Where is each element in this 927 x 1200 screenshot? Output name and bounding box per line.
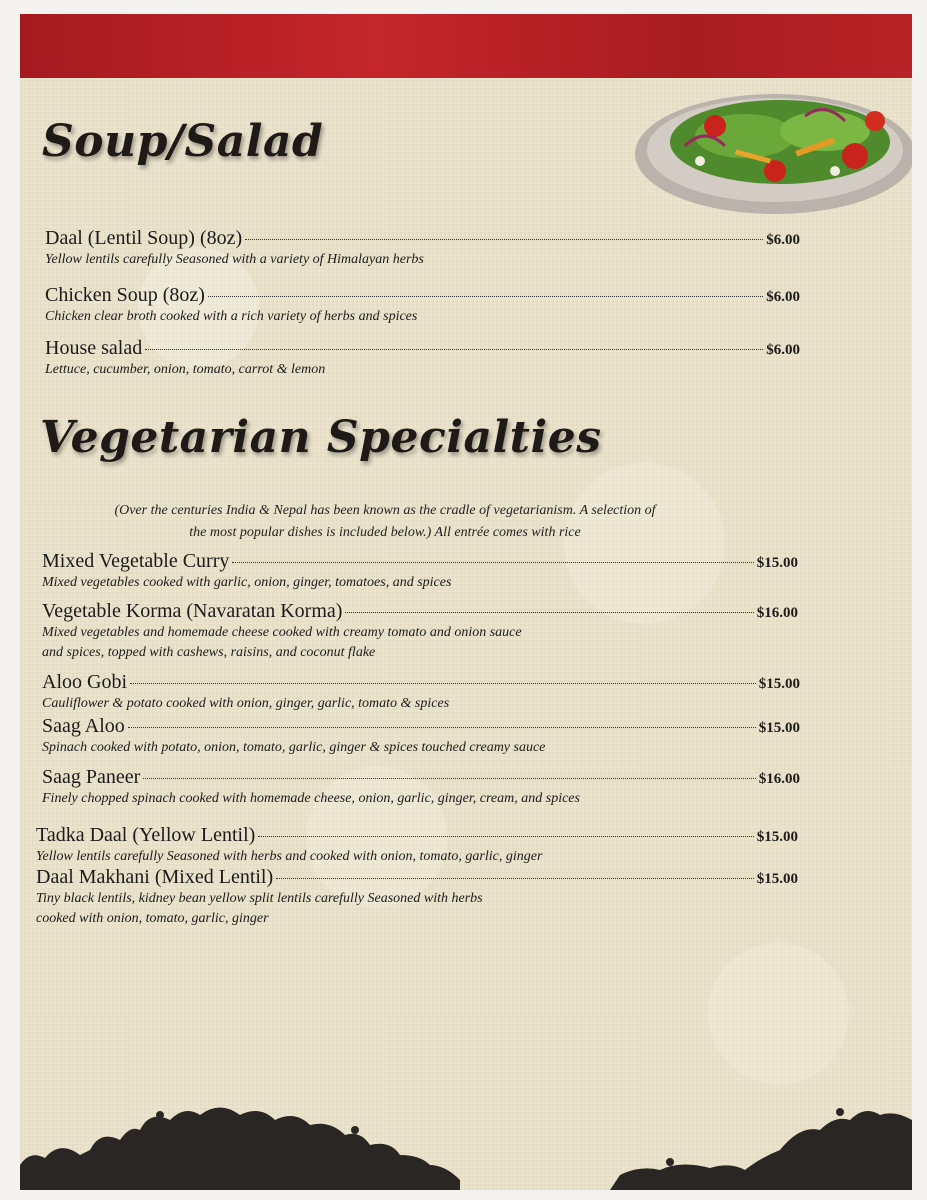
item-description: and spices, topped with cashews, raisins, and coconut flake [42,645,376,660]
item-name: Aloo Gobi [42,671,127,693]
dot-leader [128,727,756,728]
menu-item [45,284,800,327]
item-name: Mixed Vegetable Curry [42,550,230,572]
item-price: $15.00 [758,720,800,736]
item-name: Vegetable Korma (Navaratan Korma) [42,600,343,622]
item-price: $6.00 [766,232,800,248]
item-description: Yellow lentils carefully Seasoned with herbs and cooked with onion, tomato, garlic, ginger [36,849,543,864]
item-description: Tiny black lentils, kidney bean yellow split lentils carefully Seasoned with herbs [36,891,483,906]
salad-plate-photo [625,76,912,221]
menu-item [42,550,798,593]
bush-silhouette [20,1070,912,1190]
intro-line: (Over the centuries India & Nepal has been known as the cradle of vegetarianism. A selection of [114,503,656,518]
item-description: cooked with onion, tomato, garlic, ginger [36,911,269,926]
menu-item [42,671,800,714]
vegetarian-title: Vegetarian Specialties [40,412,602,463]
item-description: Lettuce, cucumber, onion, tomato, carrot & lemon [45,362,326,377]
item-price: $6.00 [766,342,800,358]
soup-salad-title: Soup/Salad [42,116,324,167]
menu-page [20,14,912,1190]
item-name: Daal Makhani (Mixed Lentil) [36,866,274,888]
dot-leader [143,778,755,779]
item-description: Mixed vegetables and homemade cheese cooked with creamy tomato and onion sauce [42,625,522,640]
item-name: Daal (Lentil Soup) (8oz) [45,227,243,249]
item-price: $15.00 [756,871,798,887]
item-name: Saag Paneer [42,766,141,788]
item-name: House salad [45,337,143,359]
dot-leader [245,239,763,240]
item-price: $15.00 [756,829,798,845]
item-price: $16.00 [756,605,798,621]
item-price: $6.00 [766,289,800,305]
dot-leader [208,296,763,297]
item-name: Tadka Daal (Yellow Lentil) [36,824,256,846]
red-banner [20,14,912,78]
dot-leader [145,349,763,350]
item-description: Spinach cooked with potato, onion, tomato, garlic, ginger & spices touched creamy sauce [42,740,546,755]
menu-item [42,600,798,663]
menu-item [36,866,798,929]
dot-leader [232,562,753,563]
item-description: Yellow lentils carefully Seasoned with a variety of Himalayan herbs [45,252,424,267]
menu-item [45,227,800,270]
item-price: $15.00 [756,555,798,571]
item-description: Mixed vegetables cooked with garlic, onion, ginger, tomatoes, and spices [42,575,452,590]
menu-item [45,337,800,380]
vegetarian-intro [50,500,720,544]
menu-item [42,766,800,809]
dot-leader [345,612,753,613]
item-name: Saag Aloo [42,715,125,737]
dot-leader [276,878,754,879]
dot-leader [130,683,756,684]
intro-line: the most popular dishes is included below.) All entrée comes with rice [189,525,581,540]
item-description: Chicken clear broth cooked with a rich variety of herbs and spices [45,309,418,324]
item-price: $16.00 [758,771,800,787]
item-name: Chicken Soup (8oz) [45,284,205,306]
item-description: Finely chopped spinach cooked with homemade cheese, onion, garlic, ginger, cream, and spices [42,791,580,806]
menu-item [36,824,798,867]
item-price: $15.00 [758,676,800,692]
dot-leader [258,836,753,837]
item-description: Cauliflower & potato cooked with onion, ginger, garlic, tomato & spices [42,696,450,711]
menu-item [42,715,800,758]
